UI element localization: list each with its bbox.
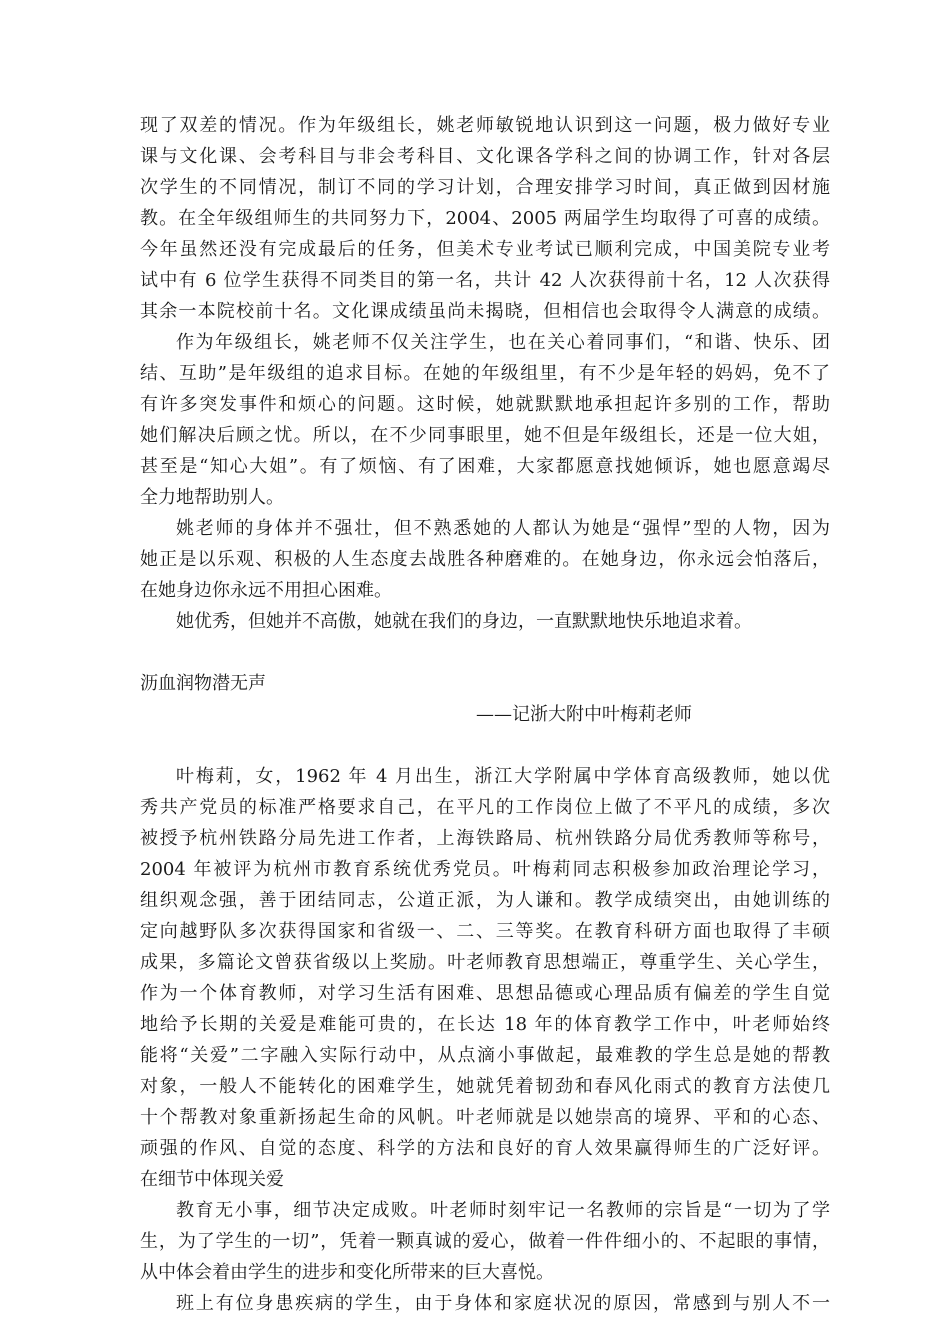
text-line: 地给予长期的关爱是难能可贵的，在长达 18 年的体育教学工作中，叶老师始终 [140,1014,830,1035]
text-line: 成果，多篇论文曾获省级以上奖励。叶老师教育思想端正，尊重学生、关心学生， [140,952,830,973]
text-line: 2004 年被评为杭州市教育系统优秀党员。叶梅莉同志积极参加政治理论学习， [140,859,830,880]
text-line: 她们解决后顾之忧。所以，在不少同事眼里，她不但是年级组长，还是一位大姐， [140,425,830,446]
paragraph [140,761,830,1164]
text-line: 十个帮教对象重新扬起生命的风帆。叶老师就是以她崇高的境界、平和的心态、 [140,1107,830,1128]
document-page [140,110,830,1319]
text-line: 现了双差的情况。作为年级组长，姚老师敏锐地认识到这一问题，极力做好专业 [140,115,830,136]
text-line: 今年虽然还没有完成最后的任务，但美术专业考试已顺利完成，中国美院专业考 [140,239,830,260]
paragraph [140,606,830,637]
text-line: 从中体会着由学生的进步和变化所带来的巨大喜悦。 [140,1262,554,1283]
text-line: 教育无小事，细节决定成败。叶老师时刻牢记一名教师的宗旨是“一切为了学 [176,1200,830,1221]
text-line: 甚至是“知心大姐”。有了烦恼、有了困难，大家都愿意找她倾诉，她也愿意竭尽 [140,456,830,477]
text-line: 定向越野队多次获得国家和省级一、二、三等奖。在教育科研方面也取得了丰硕 [140,921,830,942]
paragraph [140,1288,830,1319]
text-line: 有许多突发事件和烦心的问题。这时候，她就默默地承担起许多别的工作，帮助 [140,394,830,415]
paragraph [140,513,830,606]
paragraph [140,110,830,327]
text-line: 能将“关爱”二字融入实际行动中，从点滴小事做起，最难教的学生总是她的帮教 [140,1045,830,1066]
text-line: 班上有位身患疾病的学生，由于身体和家庭状况的原因，常感到与别人不一 [176,1293,830,1314]
text-line: 结、互助”是年级组的追求目标。在她的年级组里，有不少是年轻的妈妈，免不了 [140,363,830,384]
blank-line [140,637,830,668]
text-line: 全力地帮助别人。 [140,487,284,508]
text-line: 顽强的作风、自觉的态度、科学的方法和良好的育人效果赢得师生的广泛好评。 [140,1138,830,1159]
text-line: 作为年级组长，姚老师不仅关注学生，也在关心着同事们，“和谐、快乐、团 [176,332,830,353]
text-line: 教。在全年级组师生的共同努力下，2004、2005 两届学生均取得了可喜的成绩。 [140,208,830,229]
blank-line [140,730,830,761]
text-line: 对象，一般人不能转化的困难学生，她就凭着韧劲和春风化雨式的教育方法使几 [140,1076,830,1097]
text-line: 课与文化课、会考科目与非会考科目、文化课各学科之间的协调工作，针对各层 [140,146,830,167]
text-line: 试中有 6 位学生获得不同类目的第一名，共计 42 人次获得前十名，12 人次获得 [140,270,830,291]
text-line: 被授予杭州铁路分局先进工作者，上海铁路局、杭州铁路分局优秀教师等称号， [140,828,830,849]
text-line: 组织观念强，善于团结同志，公道正派，为人谦和。教学成绩突出，由她训练的 [140,890,830,911]
text-line: 秀共产党员的标准严格要求自己，在平凡的工作岗位上做了不平凡的成绩，多次 [140,797,830,818]
article-byline: ——记浙大附中叶梅莉老师 [476,704,692,725]
paragraph [140,327,830,513]
text-line: 她正是以乐观、积极的人生态度去战胜各种磨难的。在她身边，你永远会怕落后， [140,549,830,570]
text-line: 其余一本院校前十名。文化课成绩虽尚未揭晓，但相信也会取得令人满意的成绩。 [140,301,830,322]
article-title: 沥血润物潜无声 [140,673,266,694]
paragraph [140,1195,830,1288]
text-line: 她优秀，但她并不高傲，她就在我们的身边，一直默默地快乐地追求着。 [176,611,752,632]
section-subheading: 在细节中体现关爱 [140,1169,284,1190]
text-line: 生，为了学生的一切”，凭着一颗真诚的爱心，做着一件件细小的、不起眼的事情， [140,1231,830,1252]
text-line: 作为一个体育教师，对学习生活有困难、思想品德或心理品质有偏差的学生自觉 [140,983,830,1004]
text-line: 叶梅莉，女，1962 年 4 月出生，浙江大学附属中学体育高级教师，她以优 [176,766,830,787]
text-line: 次学生的不同情况，制订不同的学习计划，合理安排学习时间，真正做到因材施 [140,177,830,198]
text-line: 在她身边你永远不用担心困难。 [140,580,392,601]
text-line: 姚老师的身体并不强壮，但不熟悉她的人都认为她是“强悍”型的人物，因为 [176,518,830,539]
